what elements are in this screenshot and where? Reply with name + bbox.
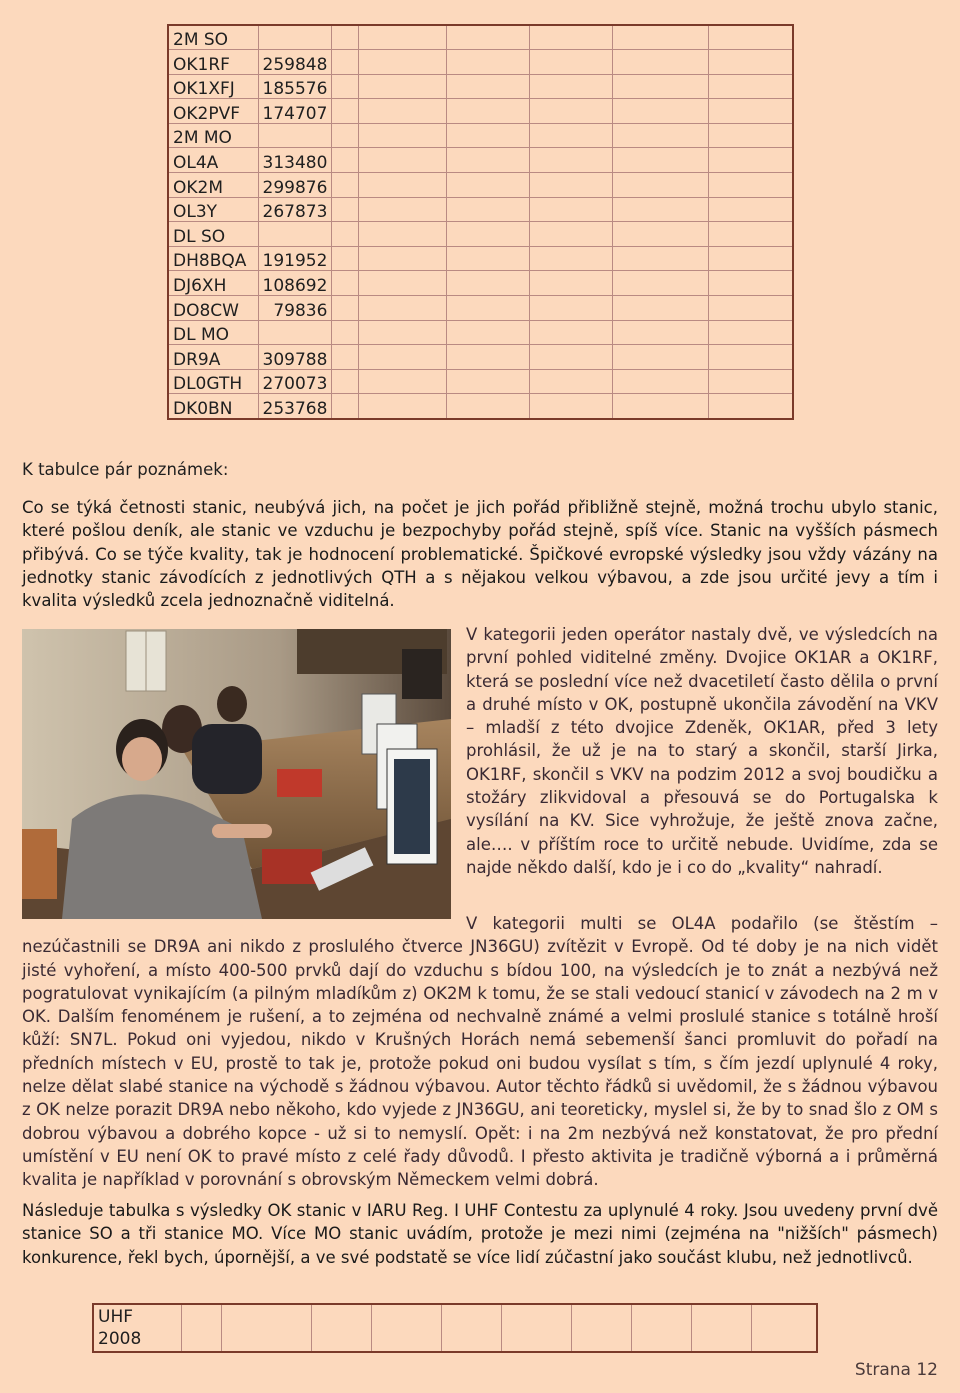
table-row: [168, 173, 793, 198]
table-cell: [359, 394, 447, 419]
table-cell: [332, 296, 359, 321]
station-callsign: 2M MO: [168, 123, 258, 148]
table-cell: [359, 296, 447, 321]
table-cell: [332, 394, 359, 419]
page-number: Strana 12: [854, 1360, 938, 1380]
table-cell: [613, 74, 709, 99]
table-row: [93, 1304, 817, 1352]
station-callsign: OK1XFJ: [168, 74, 258, 99]
table-cell: [447, 123, 530, 148]
station-score: 79836: [258, 296, 332, 321]
table-cell: [613, 271, 709, 296]
table-cell: [359, 74, 447, 99]
table-row: [168, 296, 793, 321]
table-cell: [613, 173, 709, 198]
table-cell: [709, 345, 793, 370]
station-score: 185576: [258, 74, 332, 99]
results-table-uhf: [92, 1303, 818, 1353]
table-cell: [359, 369, 447, 394]
table-cell: [311, 1304, 371, 1352]
table-cell: [359, 148, 447, 173]
table-cell: [613, 197, 709, 222]
station-score: 309788: [258, 345, 332, 370]
station-score: 299876: [258, 173, 332, 198]
station-score: 191952: [258, 246, 332, 271]
table-cell: [441, 1304, 501, 1352]
table-cell: [447, 74, 530, 99]
photo-students-at-workbench: [22, 629, 451, 919]
table-cell: [359, 50, 447, 75]
table-cell: [447, 369, 530, 394]
table-cell: [332, 50, 359, 75]
table-row: [168, 369, 793, 394]
table-cell: [359, 25, 447, 50]
results-table-body: [168, 25, 793, 419]
table-cell: [447, 320, 530, 345]
table-cell: [359, 173, 447, 198]
table-cell: [709, 394, 793, 419]
table-cell: [709, 50, 793, 75]
table-cell: [530, 74, 613, 99]
table-row: [168, 50, 793, 75]
station-callsign: DL SO: [168, 222, 258, 247]
table-row: [168, 197, 793, 222]
table-cell: [530, 99, 613, 124]
table-cell: [709, 222, 793, 247]
uhf-header-year: 2008: [98, 1329, 142, 1349]
table-cell: [332, 123, 359, 148]
station-score: [258, 320, 332, 345]
table-cell: [332, 345, 359, 370]
paragraph-uhf-intro: Následuje tabulka s výsledky OK stanic v IARU Reg. I UHF Contestu za uplynulé 4 roky. Jsou uvedeny první dvě stanice SO a tři stanice MO. Více MO stanic uvádím, protože je mezi nimi (zejména na "nižších" pásmech) konkurence, řekl bych, úpornější, a ve své podstatě se více lidí zúčastní jako součást klubu, než jednotlivců.: [22, 1201, 938, 1267]
station-score: 259848: [258, 50, 332, 75]
table-row: [168, 222, 793, 247]
table-cell: [613, 148, 709, 173]
table-cell: [447, 99, 530, 124]
table-cell: [530, 123, 613, 148]
paragraph-single-operator: V kategorii jeden operátor nastaly dvě, ve výsledcích na první pohled viditelné změny. Dvojice OK1AR a OK1RF, která se poslední více než dvacetiletí často dělila o první a druhé místo v OK, postupně ukončila závodění na VKV – mladší z této dvojice Zdeněk, OK1AR, před 3 lety prohlásil, že už je na to starý a skončil, starší Jirka, OK1RF, skončil s VKV na podzim 2012 a svoj boudičku a stožáry zlikvidoval a přesouvá se do Portugalska k vysílání na KV. Sice vyhrožuje, že ještě znova začne, ale…. v příštím roce to určitě nebude. Uvidíme, zda se najde někdo další, kdo je i co do „kvality“ nahradí.: [466, 625, 938, 877]
table-cell: [709, 173, 793, 198]
station-score: [258, 222, 332, 247]
table-cell: [709, 246, 793, 271]
table-cell: [332, 74, 359, 99]
table-cell: [613, 296, 709, 321]
table-row: [168, 271, 793, 296]
table-row: [168, 148, 793, 173]
table-cell: [447, 222, 530, 247]
station-callsign: DR9A: [168, 345, 258, 370]
table-cell: [709, 25, 793, 50]
table-cell: [359, 222, 447, 247]
table-cell: [751, 1304, 817, 1352]
table-cell: [359, 246, 447, 271]
table-cell: [371, 1304, 441, 1352]
table-cell: [447, 25, 530, 50]
table-row: [168, 123, 793, 148]
table-cell: [332, 271, 359, 296]
table-cell: [359, 123, 447, 148]
table-cell: [709, 74, 793, 99]
table-row: [168, 25, 793, 50]
table-cell: [613, 123, 709, 148]
table-cell: [709, 197, 793, 222]
table-row: [168, 99, 793, 124]
results-table-2m: [167, 24, 794, 420]
table-cell: [447, 173, 530, 198]
table-cell: [709, 296, 793, 321]
paragraph-multi-operator: V kategorii multi se OL4A podařilo (se štěstím – nezúčastnili se DR9A ani nikdo z proslulého čtverce JN36GU) zvítězit v Evropě. Od té doby je na nich vidět jisté vyhoření, a místo 400-500 prvků dají do vzduchu s bídou 100, na výsledcích je to znát a nezbývá než pogratulovat vynikajícím (a pilným mladíkům z) OK2M k tomu, že se stali vedoucí stanicí v závodech na 2 m v OK. Dalším fenoménem je rušení, a to zejména od nechvalně známé a velmi proslulé stanice s totálně hroší kůží: SN7L. Pokud oni vyjedou, nikdo v Krušných Horách nemá sebemenší šanci promluvit do pořadí na předních místech v EU, prostě to tak je, protože pokud oni budou vysílat s tím, s čím jezdí uplynulé 4 roky, nelze dělat slabé stanice na východě s žádnou výbavou. Autor těchto řádků si uvědomil, že s žádnou výbavou z OK nelze porazit DR9A nebo někoho, kdo vyjede z JN36GU, ani teoreticky, myslel si, že by to snad šlo z OM s dobrou výbavou a dobrého kopce - už si to nemyslí. Opět: i na 2m nezbývá než konstatovat, že pro přední umístění v EU není OK to pravé místo z celé řady důvodů. I přesto aktivita je tradičně výborná a i průměrná kvalita je například v porovnání s obrovským Německem velmi dobrá.: [22, 914, 938, 1190]
table-cell: [709, 320, 793, 345]
table-cell: [530, 173, 613, 198]
table-row: [168, 345, 793, 370]
station-callsign: OK2PVF: [168, 99, 258, 124]
table-cell: [709, 369, 793, 394]
table-cell: [530, 50, 613, 75]
table-row: [168, 246, 793, 271]
table-cell: [530, 246, 613, 271]
table-cell: [613, 345, 709, 370]
table-cell: [691, 1304, 751, 1352]
uhf-header-band: UHF: [98, 1307, 134, 1327]
station-callsign: OL3Y: [168, 197, 258, 222]
table-cell: [221, 1304, 311, 1352]
station-callsign: OK2M: [168, 173, 258, 198]
table-cell: [530, 148, 613, 173]
table-cell: [332, 246, 359, 271]
table-cell: [530, 320, 613, 345]
paragraph-station-count: Co se týká četnosti stanic, neubývá jich, na počet je jich pořád přibližně stejně, možná trochu ubylo stanic, které pošlou deník, ale stanic ve vzduchu je bezpochyby pořád stejně, spíš více. Stanic na vyšších pásmech přibývá. Co se týče kvality, tak je hodnocení problematické. Špičkové evropské výsledky jsou vždy vázány na jednotky stanic závodících z jednotlivých QTH a s nějakou velkou výbavou, a zde jsou určité jevy a tím i kvalita výsledků zcela jednoznačně viditelná.: [22, 498, 938, 611]
table-cell: [332, 25, 359, 50]
table-cell: [332, 197, 359, 222]
table-cell: [501, 1304, 571, 1352]
notes-heading: K tabulce pár poznámek:: [22, 460, 229, 479]
station-callsign: DO8CW: [168, 296, 258, 321]
station-callsign: OK1RF: [168, 50, 258, 75]
table-cell: [709, 148, 793, 173]
table-cell: [359, 345, 447, 370]
table-cell: [613, 369, 709, 394]
table-cell: [613, 222, 709, 247]
table-cell: [447, 197, 530, 222]
station-score: 313480: [258, 148, 332, 173]
station-score: 108692: [258, 271, 332, 296]
table-cell: [447, 296, 530, 321]
table-cell: [181, 1304, 221, 1352]
station-callsign: DK0BN: [168, 394, 258, 419]
photo-illustration: [22, 629, 451, 919]
table-cell: [709, 99, 793, 124]
station-score: 174707: [258, 99, 332, 124]
uhf-header-cell: [93, 1304, 181, 1352]
station-score: [258, 123, 332, 148]
station-callsign: DL MO: [168, 320, 258, 345]
table-cell: [709, 123, 793, 148]
station-callsign: DL0GTH: [168, 369, 258, 394]
table-cell: [359, 99, 447, 124]
station-callsign: DH8BQA: [168, 246, 258, 271]
table-cell: [447, 148, 530, 173]
table-cell: [530, 394, 613, 419]
table-cell: [613, 394, 709, 419]
table-cell: [571, 1304, 631, 1352]
table-cell: [530, 369, 613, 394]
table-cell: [447, 50, 530, 75]
station-score: 270073: [258, 369, 332, 394]
station-callsign: OL4A: [168, 148, 258, 173]
table-cell: [332, 320, 359, 345]
table-cell: [631, 1304, 691, 1352]
table-cell: [447, 271, 530, 296]
table-row: [168, 74, 793, 99]
station-score: 267873: [258, 197, 332, 222]
table-cell: [530, 296, 613, 321]
table-cell: [332, 99, 359, 124]
table-cell: [359, 320, 447, 345]
table-cell: [332, 222, 359, 247]
station-score: [258, 25, 332, 50]
table-cell: [332, 369, 359, 394]
table-cell: [530, 25, 613, 50]
table-cell: [447, 394, 530, 419]
station-callsign: 2M SO: [168, 25, 258, 50]
table-row: [168, 394, 793, 419]
table-cell: [447, 246, 530, 271]
station-score: 253768: [258, 394, 332, 419]
table-cell: [332, 173, 359, 198]
table-cell: [359, 197, 447, 222]
table-cell: [709, 271, 793, 296]
table-cell: [530, 271, 613, 296]
table-cell: [447, 345, 530, 370]
table-cell: [613, 99, 709, 124]
table-row: [168, 320, 793, 345]
table-cell: [530, 222, 613, 247]
table-cell: [530, 197, 613, 222]
station-callsign: DJ6XH: [168, 271, 258, 296]
table-cell: [613, 50, 709, 75]
table-cell: [613, 320, 709, 345]
table-cell: [613, 25, 709, 50]
table-cell: [613, 246, 709, 271]
table-cell: [530, 345, 613, 370]
table-cell: [332, 148, 359, 173]
table-cell: [359, 271, 447, 296]
